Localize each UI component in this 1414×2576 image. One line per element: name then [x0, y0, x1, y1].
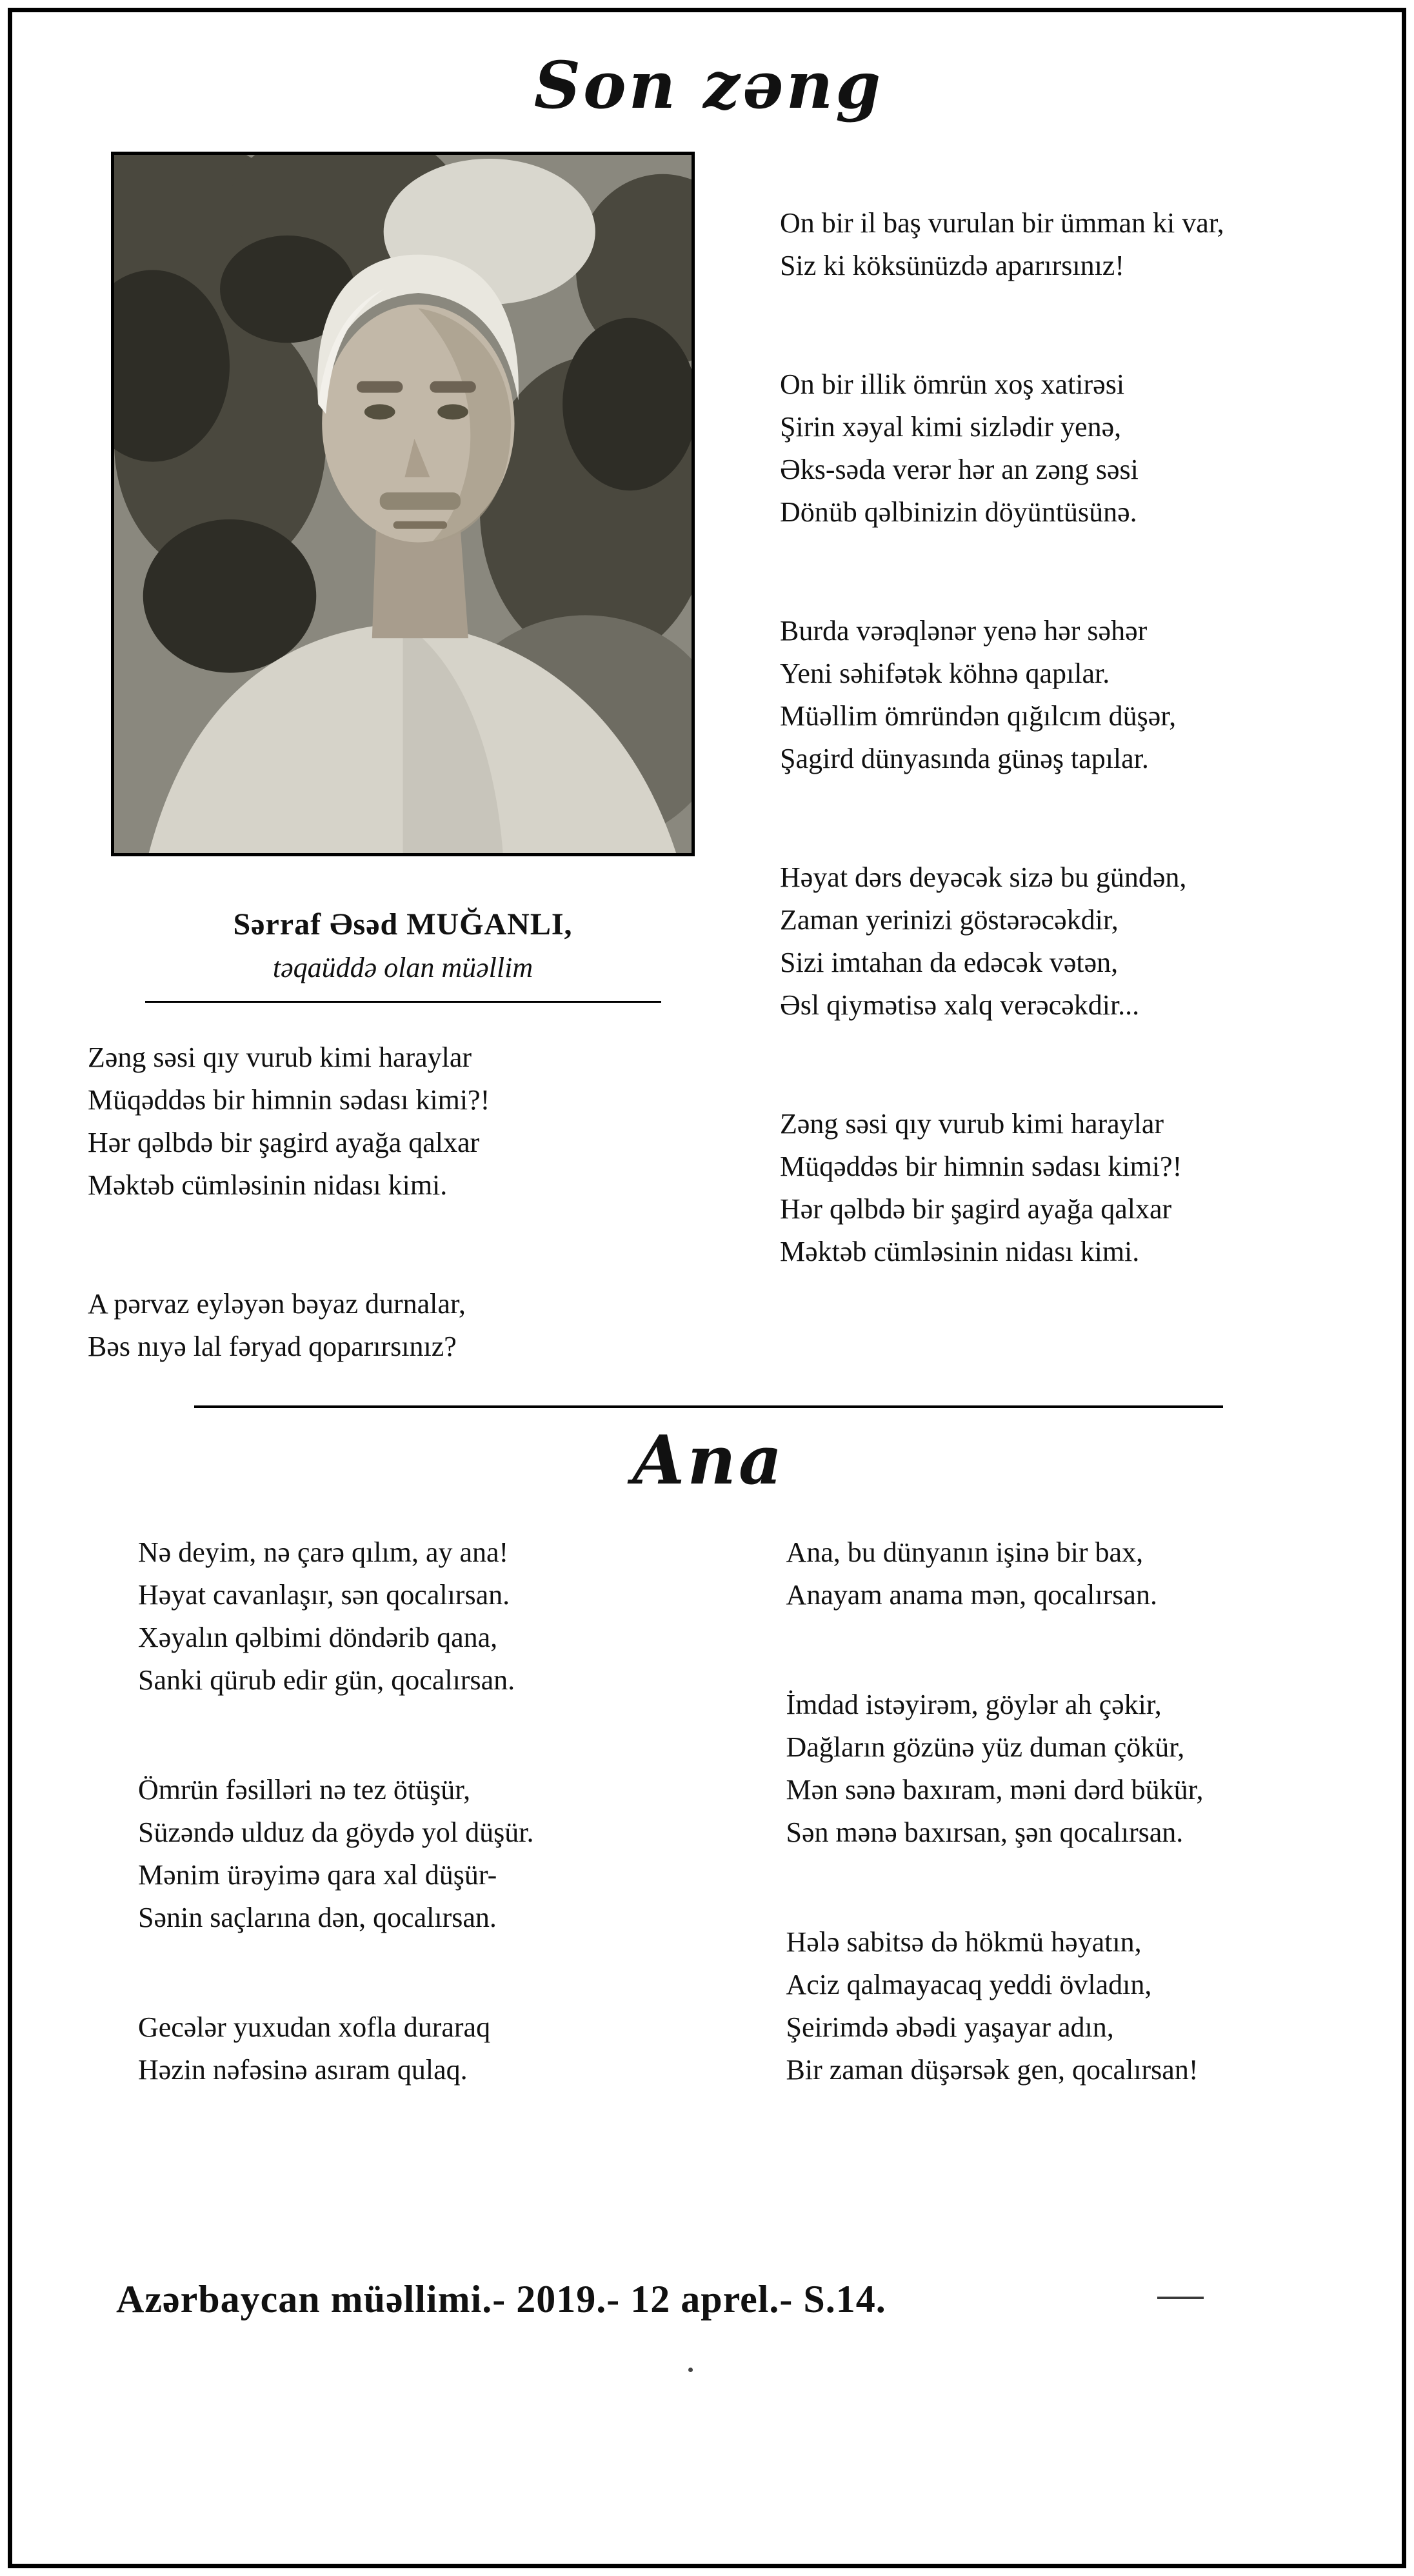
poem-line: Hər qəlbdə bir şagird ayağa qalxar [88, 1127, 480, 1158]
poem-line: Əsl qiymətisə xalq verəcəkdir... [780, 989, 1140, 1021]
poem-line: Anayam anama mən, qocalırsan. [786, 1579, 1157, 1611]
poem-line: Sizi imtahan da edəcək vətən, [780, 947, 1119, 978]
author-name: Sərraf Əsəd MUĞANLI, [233, 907, 573, 941]
poem-line: Müqəddəs bir himnin sədası kimi?! [780, 1151, 1182, 1182]
poem-line: Zəng səsi qıy vurub kimi haraylar [780, 1108, 1164, 1140]
left-column [61, 152, 706, 1368]
poem-line: Həyat cavanlaşır, sən qocalırsan. [138, 1579, 510, 1611]
poem-line: Şirin xəyal kimi sizlədir yenə, [780, 411, 1122, 443]
poem-stanza [138, 1531, 709, 1702]
author-portrait-illustration [114, 155, 692, 853]
poem-line: Sən mənə baxırsan, şən qocalırsan. [786, 1816, 1184, 1849]
poem-line: Sənin saçlarına dən, qocalırsan. [138, 1902, 497, 1934]
poem-line: Zaman yerinizi göstərəcəkdir, [780, 904, 1119, 936]
ana-section [61, 1531, 1357, 2091]
poem-stanza [786, 1921, 1357, 2091]
author-photo [111, 152, 695, 856]
poem-line: Ömrün fəsilləri nə tez ötüşür, [138, 1774, 471, 1806]
poem-line: Hər qəlbdə bir şagird ayağa qalxar [780, 1193, 1172, 1225]
poem-line: On bir il baş vurulan bir ümman ki var, [780, 207, 1224, 239]
author-divider-rule [145, 1001, 661, 1003]
poem-line: Xəyalın qəlbimi döndərib qana, [138, 1622, 498, 1654]
poem-line: Şeirimdə əbədi yaşayar adın, [786, 2011, 1114, 2044]
poem-line: Müqəddəs bir himnin sədası kimi?! [88, 1084, 490, 1116]
poem-line: Dönüb qəlbinizin döyüntüsünə. [780, 496, 1137, 528]
poem-line: Həzin nəfəsinə asıram qulaq. [138, 2054, 468, 2086]
poem-line: Mən sənə baxıram, məni dərd bükür, [786, 1774, 1204, 1806]
poem-line: Zəng səsi qıy vurub kimi haraylar [88, 1041, 472, 1073]
poem-line: Süzəndə ulduz da göydə yol düşür. [138, 1816, 534, 1849]
poem-stanza [88, 1283, 706, 1368]
poem-line: Siz ki köksünüzdə aparırsınız! [780, 250, 1124, 281]
scan-artifact-dot [688, 2368, 693, 2372]
poem-stanza [138, 1769, 709, 1939]
poem-stanza [88, 1036, 706, 1207]
poem-stanza [780, 202, 1357, 287]
poem-line: Məktəb cümləsinin nidası kimi. [88, 1169, 448, 1201]
poem-stanza [786, 1531, 1357, 1616]
poem-stanza [780, 610, 1357, 780]
poem-line: Gecələr yuxudan xofla duraraq [138, 2011, 491, 2044]
poem-line: Müəllim ömründən qığılcım düşər, [780, 700, 1177, 732]
poem-stanza [138, 2006, 709, 2091]
poem-line: Hələ sabitsə də hökmü həyatın, [786, 1926, 1142, 1958]
poem-stanza [786, 1684, 1357, 1854]
poem-line: Bəs nıyə lal fəryad qoparırsınız? [88, 1331, 457, 1362]
author-block [111, 907, 695, 1003]
poem-stanza [780, 1103, 1357, 1273]
section-divider-rule [194, 1405, 1223, 1408]
poem-line: Şagird dünyasında günəş tapılar. [780, 743, 1149, 774]
ana-right-stanzas [709, 1531, 1357, 2091]
scan-artifact-dash [1157, 2297, 1204, 2299]
son-zeng-left-stanzas [88, 1036, 706, 1368]
poem-line: Yeni səhifətək köhnə qapılar. [780, 658, 1110, 689]
poem-line: Həyat dərs deyəcək sizə bu gündən, [780, 861, 1187, 893]
author-role: təqaüddə olan müəllim [272, 952, 533, 983]
poem-line: Mənim ürəyimə qara xal düşür- [138, 1859, 497, 1891]
poem-line: Dağların gözünə yüz duman çökür, [786, 1731, 1185, 1764]
page-border-frame [8, 8, 1406, 2568]
poem-line: Məktəb cümləsinin nidası kimi. [780, 1236, 1140, 1267]
poem-line: İmdad istəyirəm, göylər ah çəkir, [786, 1689, 1162, 1721]
poem-line: Ana, bu dünyanın işinə bir bax, [786, 1536, 1144, 1569]
poem-line: Sanki qürub edir gün, qocalırsan. [138, 1664, 515, 1696]
poem-line: Aciz qalmayacaq yeddi övladın, [786, 1969, 1152, 2001]
poem-line: Burda vərəqlənər yenə hər səhər [780, 615, 1148, 647]
poem-line: Nə deyim, nə çarə qılım, ay ana! [138, 1536, 509, 1569]
source-citation: Azərbaycan müəllimi.- 2019.- 12 aprel.- S.14. [116, 2278, 886, 2321]
poem-stanza [780, 363, 1357, 534]
poem-stanza [780, 856, 1357, 1027]
ana-left-stanzas [61, 1531, 709, 2091]
son-zeng-right-stanzas [706, 152, 1357, 1368]
poem-line: A pərvaz eyləyən bəyaz durnalar, [88, 1288, 466, 1320]
poem-line: On bir illik ömrün xoş xatirəsi [780, 368, 1125, 400]
poem-line: Bir zaman düşərsək gen, qocalırsan! [786, 2054, 1199, 2086]
poem-title-son-zeng: Son zəng [533, 47, 884, 123]
poem-line: Əks-səda verər hər an zəng səsi [780, 454, 1139, 485]
poem-title-ana: Ana [632, 1420, 785, 1500]
son-zeng-section [61, 152, 1357, 1368]
